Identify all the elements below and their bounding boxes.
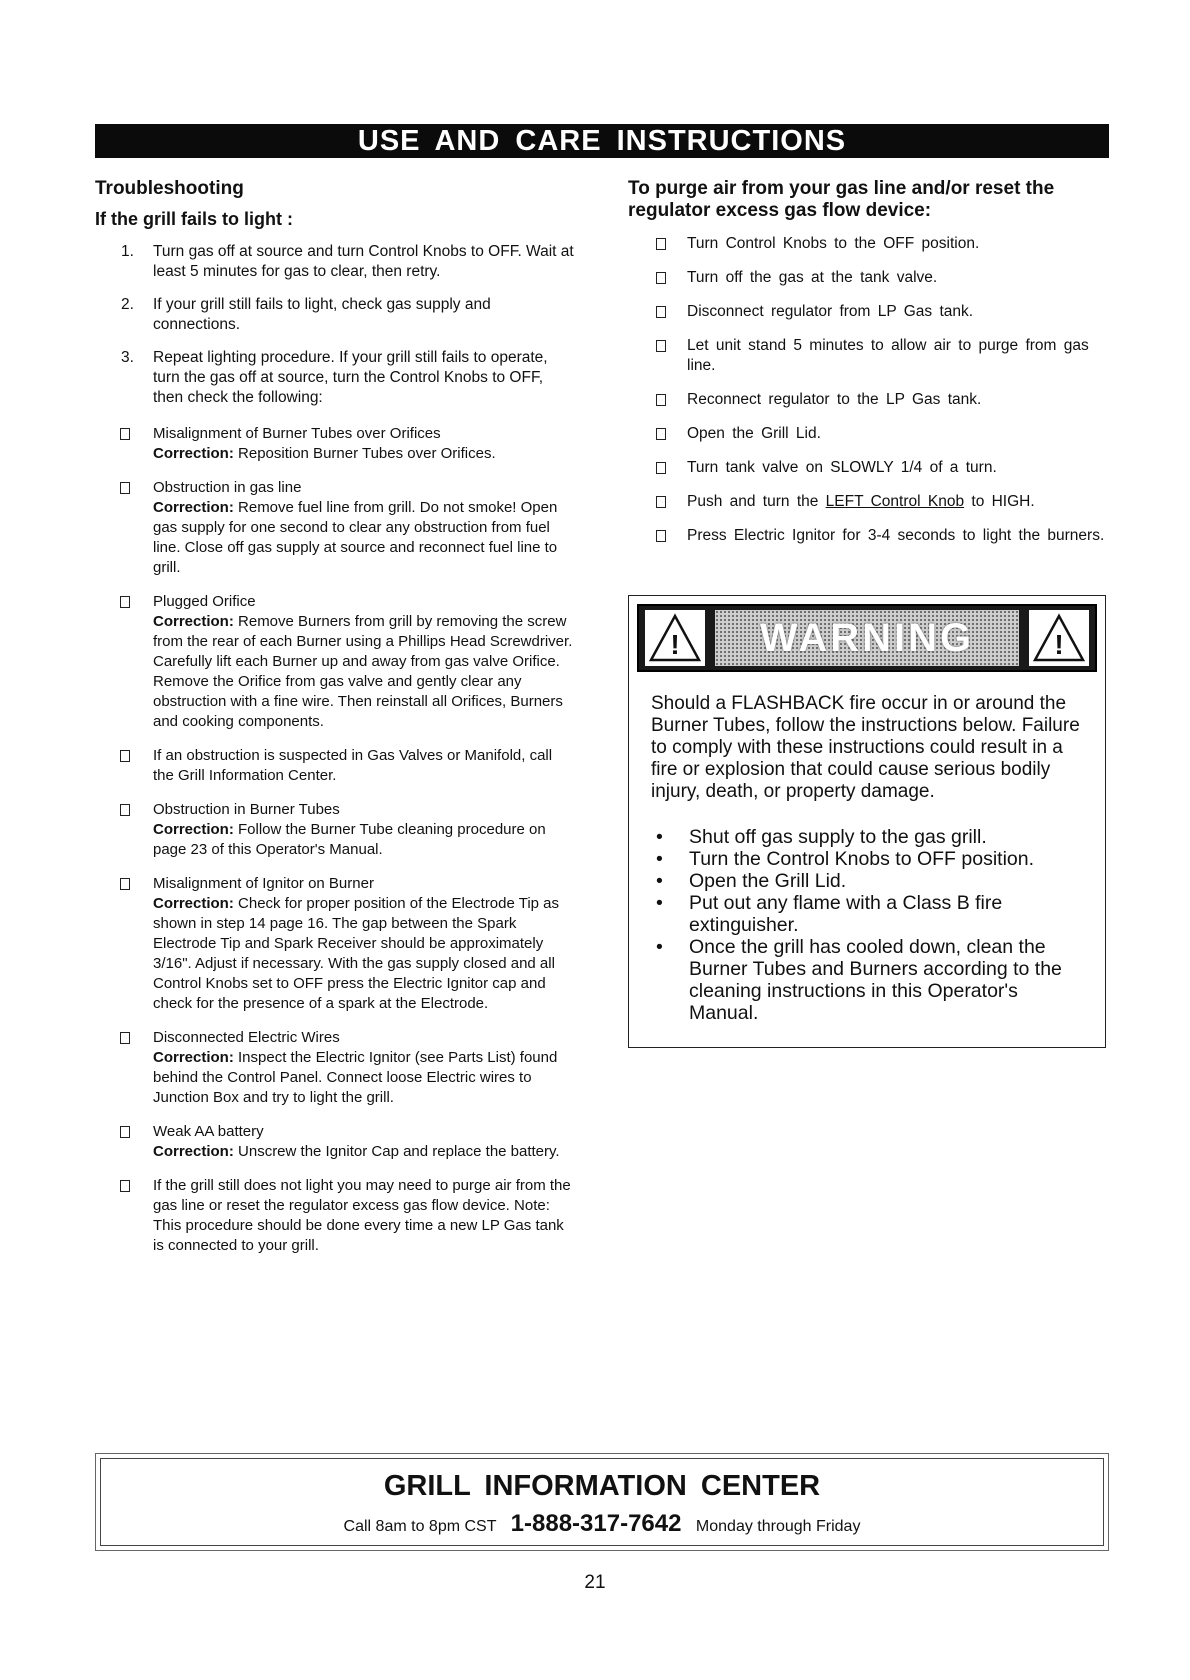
purge-step: [628, 424, 1108, 444]
warning-heading: WARNING: [759, 615, 975, 660]
check-item: [95, 1176, 575, 1256]
purge-step: [628, 458, 1108, 478]
warning-bullet-text: Shut off gas supply to the gas grill.: [689, 826, 987, 848]
purge-title: To purge air from your gas line and/or reset the regulator excess gas flow device:: [628, 178, 1055, 221]
check-correction: [153, 444, 575, 464]
info-center-title: GRILL INFORMATION CENTER: [383, 1470, 821, 1502]
check-issue: Disconnected Electric Wires: [153, 1029, 340, 1046]
check-item: [95, 874, 575, 1014]
step-number: 2.: [121, 296, 134, 313]
check-correction: [153, 612, 575, 732]
correction-label: Correction:: [153, 499, 234, 516]
warning-bullet-text: Put out any flame with a Class B fire extinguisher.: [689, 892, 1003, 936]
warning-triangle-icon: [1029, 610, 1089, 666]
phone-number: 1-888-317-7642: [510, 1510, 682, 1537]
warning-bullet-text: Turn the Control Knobs to OFF position.: [689, 848, 1035, 870]
correction-label: Correction:: [153, 895, 234, 912]
check-correction: [153, 1142, 575, 1162]
svg-text:!: !: [670, 629, 680, 660]
check-correction: [153, 1048, 575, 1108]
correction-text: Remove fuel line from grill. Do not smoke! Open gas supply for one second to clear any obstruction from fuel line. Close off gas supply at source and reconnect fuel line to grill.: [153, 499, 558, 576]
check-issue: If an obstruction is suspected in Gas Valves or Manifold, call the Grill Information Center.: [153, 747, 553, 784]
page-banner: USE AND CARE INSTRUCTIONS: [95, 124, 1109, 158]
checkbox-square-icon: [656, 428, 666, 440]
check-item: [95, 592, 575, 732]
call-days: Monday through Friday: [695, 1518, 861, 1535]
correction-label: Correction:: [153, 613, 234, 630]
check-item: [95, 478, 575, 578]
warning-bullet-text: Open the Grill Lid.: [689, 870, 847, 892]
step-number: 1.: [121, 243, 134, 260]
step-text: If your grill still fails to light, check gas supply and connections.: [153, 296, 491, 333]
checkbox-square-icon: [120, 428, 130, 440]
troubleshooting-subtitle: If the grill fails to light :: [95, 209, 293, 229]
purge-step-text: to HIGH.: [964, 493, 1035, 510]
info-center-box: [95, 1453, 1109, 1551]
warning-bullet-text: Once the grill has cooled down, clean the Burner Tubes and Burners according to the cleaning instructions in this Operator's Manual.: [689, 936, 1062, 1024]
purge-step: [628, 234, 1108, 254]
check-issue: Obstruction in gas line: [153, 479, 302, 496]
warning-list: [651, 826, 1091, 1024]
purge-step-text: Turn off the gas at the tank valve.: [687, 269, 938, 286]
check-issue: Misalignment of Ignitor on Burner: [153, 875, 374, 892]
check-item: [95, 1122, 575, 1162]
correction-label: Correction:: [153, 1049, 234, 1066]
purge-step: [628, 526, 1108, 546]
purge-step-text: Press Electric Ignitor for 3-4 seconds to light the burners.: [687, 527, 1105, 544]
warning-box: [628, 595, 1106, 1048]
purge-step: [628, 492, 1108, 512]
info-center-line: [101, 1510, 1103, 1538]
checkbox-square-icon: [120, 750, 130, 762]
svg-text:!: !: [1054, 629, 1064, 660]
warning-bullet: • Turn the Control Knobs to OFF position.: [656, 848, 1035, 870]
checkbox-square-icon: [656, 306, 666, 318]
correction-text: Inspect the Electric Ignitor (see Parts List) found behind the Control Panel. Connect loose Electric wires to Junction Box and try to light the grill.: [153, 1049, 558, 1106]
checkbox-square-icon: [656, 272, 666, 284]
checkbox-square-icon: [656, 340, 666, 352]
troubleshooting-title: Troubleshooting: [95, 178, 244, 199]
warning-triangle-icon: [645, 610, 705, 666]
warning-bullet: • Put out any flame with a Class B fire extinguisher.: [656, 892, 1003, 936]
info-center-inner: [100, 1458, 1104, 1546]
purge-step-text: Turn tank valve on SLOWLY 1/4 of a turn.: [687, 459, 997, 476]
numbered-step: [95, 348, 575, 408]
checkbox-square-icon: [656, 238, 666, 250]
checkbox-square-icon: [656, 394, 666, 406]
warning-header: [637, 604, 1097, 672]
purge-step-text: Turn Control Knobs to the OFF position.: [687, 235, 980, 252]
checkbox-square-icon: [120, 1180, 130, 1192]
correction-text: Follow the Burner Tube cleaning procedure on page 23 of this Operator's Manual.: [153, 821, 546, 858]
check-issue: If the grill still does not light you may need to purge air from the gas line or reset the regulator excess gas flow device. Note: This procedure should be done every time a new LP Gas tank is connected to your grill.: [153, 1177, 571, 1254]
checkbox-square-icon: [120, 804, 130, 816]
correction-text: Check for proper position of the Electrode Tip as shown in step 14 page 16. The gap between the Spark Electrode Tip and Spark Receiver should be approximately 3/16". Adjust if necessary. With the gas supply closed and all Control Knobs set to OFF press the Electric Ignitor cap and check for the presence of a spark at the Electrode.: [153, 895, 560, 1012]
purge-step-text: Push and turn the: [687, 493, 826, 510]
purge-step: [628, 390, 1108, 410]
check-item: [95, 424, 575, 464]
check-correction: [153, 894, 575, 1014]
check-issue: Obstruction in Burner Tubes: [153, 801, 340, 818]
warning-bullet: • Shut off gas supply to the gas grill.: [656, 826, 987, 848]
step-text: Turn gas off at source and turn Control Knobs to OFF. Wait at least 5 minutes for gas to clear, then retry.: [153, 243, 574, 280]
correction-label: Correction:: [153, 445, 234, 462]
warning-paragraph: Should a FLASHBACK fire occur in or around the Burner Tubes, follow the instructions below. Failure to comply with these instructions could result in a fire or explosion that could cause serious bodily injury, death, or property damage.: [651, 693, 1080, 802]
numbered-step: [95, 295, 575, 335]
checkbox-square-icon: [656, 496, 666, 508]
purge-step: [628, 268, 1108, 288]
left-control-knob-ref: LEFT Control Knob: [825, 493, 965, 510]
correction-text: Remove Burners from grill by removing the screw from the rear of each Burner using a Phillips Head Screwdriver. Carefully lift each Burner up and away from gas valve Orifice. Remove the Orifice from gas valve and gently clear any obstruction with a fine wire. Then reinstall all Orifices, Burners and cooking components.: [153, 613, 573, 730]
step-text: Repeat lighting procedure. If your grill still fails to operate, turn the gas off at source, turn the Control Knobs to OFF, then check the following:: [153, 349, 548, 406]
check-issue: Weak AA battery: [153, 1123, 264, 1140]
warning-heading-panel: [715, 610, 1019, 666]
correction-text: Reposition Burner Tubes over Orifices.: [238, 445, 496, 462]
step-number: 3.: [121, 349, 134, 366]
checkbox-square-icon: [120, 596, 130, 608]
purge-step: [628, 302, 1108, 322]
page-number: 21: [584, 1572, 606, 1593]
checkbox-square-icon: [656, 530, 666, 542]
check-item: [95, 800, 575, 860]
correction-label: Correction:: [153, 1143, 234, 1160]
numbered-step: [95, 242, 575, 282]
check-item: [95, 746, 575, 786]
check-issue: Misalignment of Burner Tubes over Orifices: [153, 425, 441, 442]
correction-text: Unscrew the Ignitor Cap and replace the battery.: [238, 1143, 560, 1160]
purge-step-text: Disconnect regulator from LP Gas tank.: [687, 303, 974, 320]
checkbox-square-icon: [120, 878, 130, 890]
purge-step-text: Open the Grill Lid.: [687, 425, 821, 442]
troubleshooting-section: [95, 178, 575, 1270]
warning-bullet: • Once the grill has cooled down, clean the Burner Tubes and Burners according to the cleaning instructions in this Operator's Manual.: [656, 936, 1062, 1024]
check-issue: Plugged Orifice: [153, 593, 256, 610]
warning-bullet: • Open the Grill Lid.: [656, 870, 847, 892]
checkbox-square-icon: [120, 1126, 130, 1138]
checkbox-square-icon: [656, 462, 666, 474]
purge-step: [628, 336, 1108, 376]
checkbox-square-icon: [120, 482, 130, 494]
purge-step-text: Let unit stand 5 minutes to allow air to purge from gas line.: [687, 337, 1089, 374]
check-correction: [153, 498, 575, 578]
check-correction: [153, 820, 575, 860]
correction-label: Correction:: [153, 821, 234, 838]
call-hours: Call 8am to 8pm CST: [343, 1518, 497, 1535]
purge-section: [628, 178, 1108, 560]
check-item: [95, 1028, 575, 1108]
checkbox-square-icon: [120, 1032, 130, 1044]
purge-step-text: Reconnect regulator to the LP Gas tank.: [687, 391, 982, 408]
